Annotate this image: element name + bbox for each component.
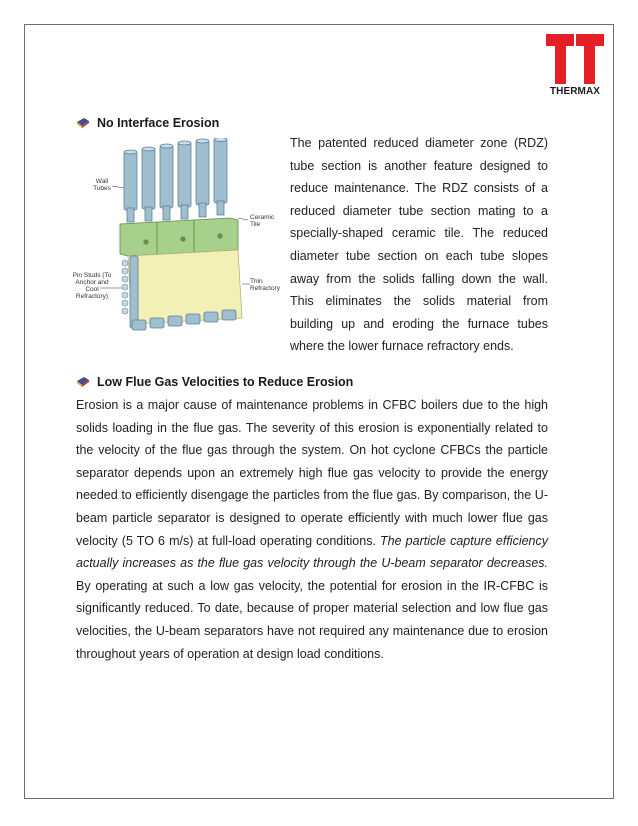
ceramic-tile bbox=[120, 218, 238, 256]
paragraph-italic-text: The particle capture efficiency actually increases as the flue gas velocity through the U-beam separator decreases. bbox=[76, 533, 548, 571]
paragraph-text: By operating at such a low gas velocity, the potential for erosion in the IR-CFBC is significantly reduced. To date, because of proper material selection and low flue gas velocities, the U-beam separators have not required any maintenance due to erosion throughout years of operation at design load conditions. bbox=[76, 578, 548, 661]
tube-illustration bbox=[70, 138, 288, 343]
label-ceramic-tile: Ceramic Tile bbox=[250, 214, 275, 228]
label-thin-refractory: Thin Refractory bbox=[250, 278, 280, 292]
rdz-paragraph: The patented reduced diameter zone (RDZ) tube section is another feature designed to reduce maintenance. The RDZ consists of a reduced diameter tube section mating to a specially-shaped ceramic tile. The reduced diameter tube section on each tube slopes away from the solids falling down the wall. This eliminates the solids material from building up and eroding the furnace tubes where the lower furnace refractory ends. bbox=[290, 136, 548, 354]
wall-tubes bbox=[124, 138, 227, 222]
section-heading-flue-gas bbox=[76, 375, 353, 389]
flue-gas-paragraph bbox=[76, 394, 548, 665]
bullet-icon bbox=[76, 117, 90, 129]
section-heading-interface-erosion bbox=[76, 116, 219, 130]
paragraph-text: Erosion is a major cause of maintenance problems in CFBC boilers due to the high solids loading in the flue gas. The severity of this erosion is exponentially related to the velocity of the flue gas through the system. On hot cyclone CFBCs the particle separator depends upon an extremely high flue gas velocity to provide the energy needed to efficiently disengage the particles from the flue gas. By comparison, the U-beam particle separator is designed to operate efficiently with much lower flue gas velocity (5 TO 6 m/s) at full-load operating conditions. bbox=[76, 398, 548, 548]
label-wall-tubes: Wall Tubes bbox=[93, 178, 111, 192]
rdz-tube-diagram bbox=[70, 138, 288, 343]
pin-studs bbox=[122, 260, 128, 314]
bullet-icon bbox=[76, 376, 90, 388]
heading-text: Low Flue Gas Velocities to Reduce Erosion bbox=[97, 375, 354, 389]
heading-text: No Interface Erosion bbox=[97, 116, 220, 130]
logo-wordmark: THERMAX bbox=[549, 86, 601, 97]
label-pin-studs: Pin Studs (To Anchor and Cool Refractory) bbox=[72, 272, 112, 300]
